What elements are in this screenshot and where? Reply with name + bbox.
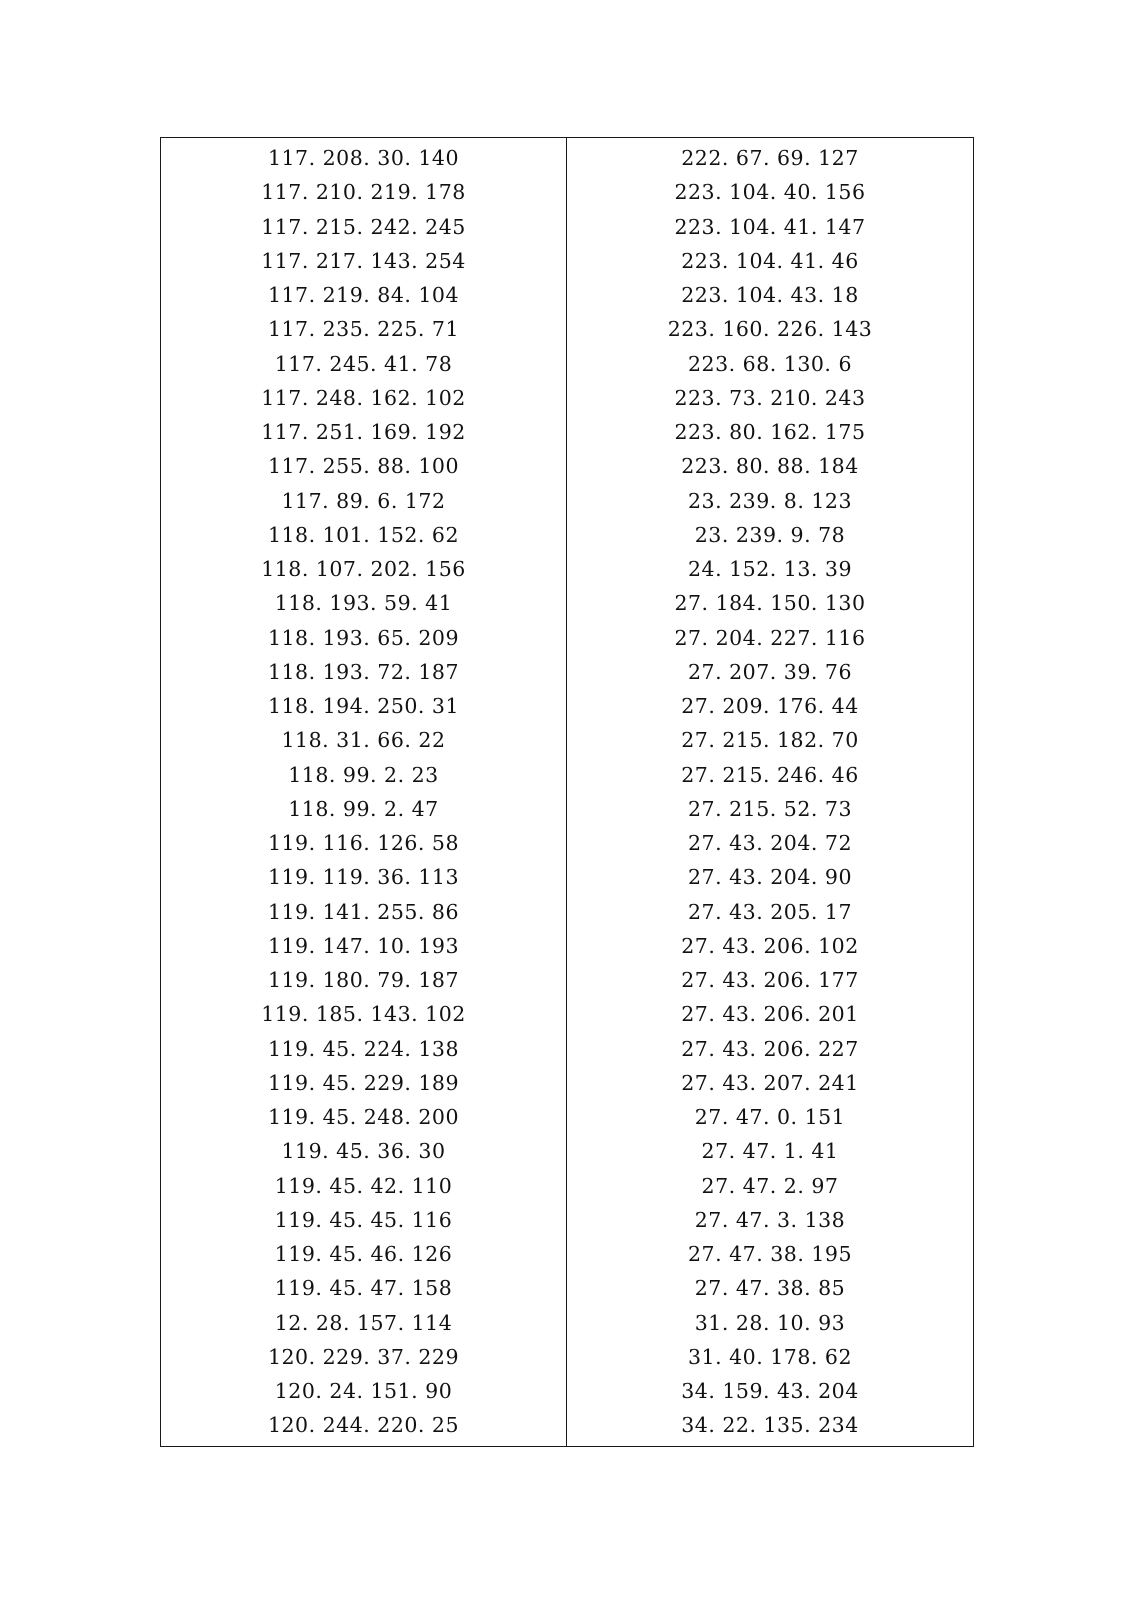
ip-address-cell: 120. 244. 220. 25 bbox=[267, 1413, 460, 1438]
ip-address-cell: 119. 180. 79. 187 bbox=[267, 968, 460, 992]
ip-address-cell: 223. 80. 88. 184 bbox=[681, 454, 859, 479]
ip-address-cell: 117. 219. 84. 104 bbox=[267, 283, 460, 307]
ip-address-cell: 223. 73. 210. 243 bbox=[674, 385, 866, 410]
ip-address-cell: 118. 107. 202. 156 bbox=[261, 557, 466, 581]
ip-address-cell: 119. 45. 47. 158 bbox=[274, 1276, 453, 1301]
ip-address-cell: 118. 99. 2. 23 bbox=[288, 762, 439, 787]
ip-address-cell: 117. 210. 219. 178 bbox=[261, 180, 466, 205]
ip-address-cell: 27. 215. 52. 73 bbox=[688, 796, 852, 821]
ip-address-cell: 27. 47. 3. 138 bbox=[694, 1207, 846, 1232]
ip-address-cell: 27. 47. 0. 151 bbox=[694, 1105, 846, 1129]
ip-address-cell: 12. 28. 157. 114 bbox=[274, 1310, 453, 1335]
ip-address-cell: 27. 47. 2. 97 bbox=[701, 1173, 839, 1198]
ip-address-cell: 27. 43. 206. 227 bbox=[681, 1036, 859, 1061]
ip-address-cell: 27. 204. 227. 116 bbox=[674, 625, 866, 650]
ip-address-cell: 119. 45. 229. 189 bbox=[267, 1070, 460, 1095]
ip-address-cell: 27. 43. 204. 90 bbox=[688, 865, 852, 890]
ip-address-cell: 222. 67. 69. 127 bbox=[681, 146, 859, 170]
ip-address-cell: 117. 235. 225. 71 bbox=[267, 317, 460, 342]
ip-address-cell: 31. 40. 178. 62 bbox=[688, 1344, 852, 1369]
ip-address-cell: 118. 193. 72. 187 bbox=[267, 659, 460, 684]
ip-address-cell: 27. 43. 206. 177 bbox=[681, 968, 859, 992]
ip-address-cell: 118. 193. 65. 209 bbox=[267, 625, 460, 650]
ip-address-cell: 119. 45. 248. 200 bbox=[267, 1105, 460, 1129]
ip-address-cell: 23. 239. 9. 78 bbox=[694, 522, 846, 547]
ip-address-cell: 27. 43. 204. 72 bbox=[688, 831, 852, 855]
ip-address-cell: 118. 31. 66. 22 bbox=[281, 728, 446, 753]
ip-column-right bbox=[567, 138, 973, 1446]
ip-address-cell: 223. 104. 40. 156 bbox=[674, 180, 866, 205]
ip-address-cell: 119. 119. 36. 113 bbox=[267, 865, 460, 890]
ip-address-cell: 27. 215. 246. 46 bbox=[681, 762, 859, 787]
ip-address-cell: 117. 251. 169. 192 bbox=[261, 420, 466, 444]
ip-address-cell: 27. 47. 38. 85 bbox=[694, 1276, 846, 1301]
ip-address-cell: 223. 104. 41. 46 bbox=[681, 248, 859, 273]
ip-address-cell: 119. 45. 45. 116 bbox=[274, 1207, 453, 1232]
ip-address-cell: 223. 104. 41. 147 bbox=[674, 214, 866, 239]
ip-address-cell: 27. 207. 39. 76 bbox=[688, 659, 852, 684]
ip-address-cell: 27. 184. 150. 130 bbox=[674, 591, 866, 616]
ip-address-cell: 24. 152. 13. 39 bbox=[688, 557, 852, 581]
ip-address-cell: 117. 208. 30. 140 bbox=[267, 146, 460, 170]
ip-address-cell: 34. 22. 135. 234 bbox=[681, 1413, 859, 1438]
ip-column-left bbox=[161, 138, 567, 1446]
ip-address-cell: 117. 89. 6. 172 bbox=[281, 488, 446, 513]
ip-address-cell: 27. 43. 206. 102 bbox=[681, 933, 859, 958]
ip-address-cell: 119. 147. 10. 193 bbox=[267, 933, 460, 958]
ip-address-table bbox=[160, 137, 974, 1447]
ip-address-cell: 27. 43. 206. 201 bbox=[681, 1002, 859, 1027]
ip-address-cell: 117. 248. 162. 102 bbox=[261, 385, 466, 410]
ip-address-cell: 118. 193. 59. 41 bbox=[274, 591, 453, 616]
ip-address-cell: 119. 185. 143. 102 bbox=[261, 1002, 466, 1027]
ip-address-cell: 118. 194. 250. 31 bbox=[267, 694, 460, 718]
ip-address-cell: 223. 68. 130. 6 bbox=[688, 351, 852, 376]
ip-address-cell: 118. 99. 2. 47 bbox=[288, 796, 439, 821]
ip-address-cell: 34. 159. 43. 204 bbox=[681, 1379, 859, 1403]
ip-address-cell: 117. 215. 242. 245 bbox=[261, 214, 466, 239]
ip-address-cell: 119. 45. 46. 126 bbox=[274, 1242, 453, 1266]
ip-address-cell: 117. 245. 41. 78 bbox=[274, 351, 453, 376]
ip-address-cell: 27. 43. 205. 17 bbox=[688, 899, 852, 924]
ip-address-cell: 223. 80. 162. 175 bbox=[674, 420, 866, 444]
ip-address-cell: 120. 24. 151. 90 bbox=[274, 1379, 453, 1403]
ip-address-cell: 27. 47. 38. 195 bbox=[688, 1242, 852, 1266]
ip-address-cell: 27. 43. 207. 241 bbox=[681, 1070, 859, 1095]
ip-address-cell: 119. 45. 224. 138 bbox=[267, 1036, 460, 1061]
ip-address-cell: 119. 116. 126. 58 bbox=[267, 831, 460, 855]
ip-address-cell: 23. 239. 8. 123 bbox=[688, 488, 852, 513]
ip-address-cell: 120. 229. 37. 229 bbox=[267, 1344, 460, 1369]
ip-address-cell: 118. 101. 152. 62 bbox=[267, 522, 460, 547]
ip-address-cell: 27. 209. 176. 44 bbox=[681, 694, 859, 718]
ip-address-cell: 31. 28. 10. 93 bbox=[694, 1310, 846, 1335]
ip-address-cell: 119. 141. 255. 86 bbox=[267, 899, 460, 924]
ip-address-cell: 27. 215. 182. 70 bbox=[681, 728, 859, 753]
ip-address-cell: 117. 255. 88. 100 bbox=[267, 454, 460, 479]
ip-address-cell: 27. 47. 1. 41 bbox=[701, 1139, 839, 1164]
ip-address-cell: 223. 160. 226. 143 bbox=[667, 317, 873, 342]
ip-address-cell: 223. 104. 43. 18 bbox=[681, 283, 859, 307]
ip-address-cell: 117. 217. 143. 254 bbox=[261, 248, 466, 273]
ip-address-cell: 119. 45. 42. 110 bbox=[274, 1173, 453, 1198]
ip-address-cell: 119. 45. 36. 30 bbox=[281, 1139, 446, 1164]
